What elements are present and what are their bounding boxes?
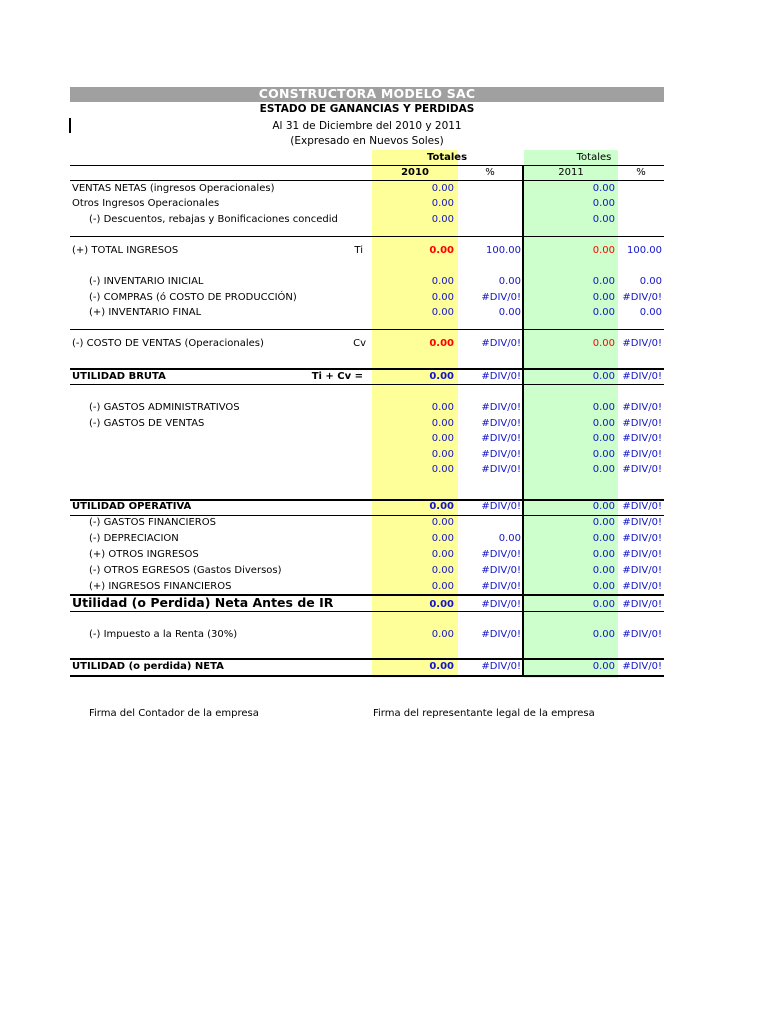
percent-2010: 0.00 xyxy=(498,533,521,544)
row-label: Utilidad (o Perdida) Neta Antes de IR xyxy=(72,595,334,610)
value-2011: 0.00 xyxy=(592,661,615,672)
value-2010: 0.00 xyxy=(431,198,454,209)
value-2010: 0.00 xyxy=(431,418,454,429)
row-marker: Ti xyxy=(354,245,363,256)
value-2011: 0.00 xyxy=(592,245,615,256)
percent-2010: #DIV/0! xyxy=(481,501,521,512)
rule-before-costo-ventas xyxy=(70,329,664,330)
row-label: VENTAS NETAS (ingresos Operacionales) xyxy=(72,183,275,194)
value-2010: 0.00 xyxy=(429,599,454,610)
table-row xyxy=(0,628,768,642)
percent-2010: #DIV/0! xyxy=(481,629,521,640)
table-row xyxy=(0,580,768,594)
percent-2011: #DIV/0! xyxy=(622,533,662,544)
value-2010: 0.00 xyxy=(429,371,454,382)
header-totales-2011: Totales xyxy=(576,152,612,163)
percent-2011: #DIV/0! xyxy=(622,418,662,429)
header-rule xyxy=(70,165,664,166)
row-label: (-) OTROS EGRESOS (Gastos Diversos) xyxy=(89,565,282,576)
percent-2010: #DIV/0! xyxy=(481,661,521,672)
percent-2011: #DIV/0! xyxy=(622,371,662,382)
row-label: UTILIDAD (o perdida) NETA xyxy=(72,661,224,672)
percent-2010: #DIV/0! xyxy=(481,565,521,576)
percent-2010: #DIV/0! xyxy=(481,549,521,560)
value-2010: 0.00 xyxy=(431,183,454,194)
row-label: (+) TOTAL INGRESOS xyxy=(72,245,179,256)
value-2010: 0.00 xyxy=(431,292,454,303)
percent-2011: 0.00 xyxy=(639,276,662,287)
table-row xyxy=(0,500,768,514)
report-period: Al 31 de Diciembre del 2010 y 2011 xyxy=(272,120,462,132)
row-label: (-) DEPRECIACION xyxy=(89,533,179,544)
table-row xyxy=(0,306,768,320)
value-2010: 0.00 xyxy=(431,565,454,576)
percent-2011: #DIV/0! xyxy=(622,629,662,640)
row-label: UTILIDAD OPERATIVA xyxy=(72,501,192,512)
value-2011: 0.00 xyxy=(592,338,615,349)
percent-2010: #DIV/0! xyxy=(481,292,521,303)
header-pct-2011: % xyxy=(636,167,646,178)
value-2010: 0.00 xyxy=(431,276,454,287)
value-2011: 0.00 xyxy=(592,307,615,318)
value-2010: 0.00 xyxy=(429,661,454,672)
percent-2011: #DIV/0! xyxy=(622,433,662,444)
row-label: (-) GASTOS DE VENTAS xyxy=(89,418,205,429)
percent-2010: 0.00 xyxy=(498,307,521,318)
percent-2011: #DIV/0! xyxy=(622,449,662,460)
percent-2010: 0.00 xyxy=(498,276,521,287)
rule-after-utilidad-antes-ir xyxy=(70,611,664,612)
row-label: UTILIDAD BRUTA xyxy=(72,371,166,382)
percent-2011: #DIV/0! xyxy=(622,402,662,413)
percent-2011: 100.00 xyxy=(627,245,662,256)
value-2011: 0.00 xyxy=(592,198,615,209)
table-row xyxy=(0,244,768,258)
percent-2011: #DIV/0! xyxy=(622,338,662,349)
percent-2011: #DIV/0! xyxy=(622,565,662,576)
percent-2010: #DIV/0! xyxy=(481,338,521,349)
percent-2011: 0.00 xyxy=(639,307,662,318)
rule-after-utilidad-neta xyxy=(70,675,664,677)
value-2010: 0.00 xyxy=(431,464,454,475)
value-2010: 0.00 xyxy=(431,629,454,640)
company-name: CONSTRUCTORA MODELO SAC xyxy=(258,86,476,101)
percent-2010: #DIV/0! xyxy=(481,418,521,429)
rule-before-total-ingresos xyxy=(70,236,664,237)
signature-representative: Firma del representante legal de la empresa xyxy=(373,708,595,719)
row-label: (+) INVENTARIO FINAL xyxy=(89,307,202,318)
row-label: (-) COMPRAS (ó COSTO DE PRODUCCIÓN) xyxy=(89,292,297,303)
percent-2011: #DIV/0! xyxy=(622,501,662,512)
row-label: Otros Ingresos Operacionales xyxy=(72,198,220,209)
table-row xyxy=(0,197,768,211)
row-marker: Ti + Cv = xyxy=(311,371,363,382)
value-2010: 0.00 xyxy=(431,517,454,528)
table-row xyxy=(0,275,768,289)
value-2011: 0.00 xyxy=(592,501,615,512)
percent-2011: #DIV/0! xyxy=(622,661,662,672)
value-2010: 0.00 xyxy=(431,402,454,413)
header-year-2011: 2011 xyxy=(558,167,584,178)
value-2010: 0.00 xyxy=(431,214,454,225)
value-2010: 0.00 xyxy=(431,533,454,544)
value-2011: 0.00 xyxy=(592,292,615,303)
percent-2010: #DIV/0! xyxy=(481,581,521,592)
value-2011: 0.00 xyxy=(592,276,615,287)
row-label: (-) GASTOS ADMINISTRATIVOS xyxy=(89,402,240,413)
value-2011: 0.00 xyxy=(592,517,615,528)
value-2011: 0.00 xyxy=(592,433,615,444)
table-row xyxy=(0,660,768,674)
report-title: ESTADO DE GANANCIAS Y PERDIDAS xyxy=(259,103,475,115)
table-row xyxy=(0,337,768,351)
table-row xyxy=(0,448,768,462)
percent-2010: #DIV/0! xyxy=(481,402,521,413)
header-year-2010: 2010 xyxy=(401,167,429,178)
table-row xyxy=(0,213,768,227)
value-2010: 0.00 xyxy=(431,307,454,318)
value-2010: 0.00 xyxy=(431,581,454,592)
value-2011: 0.00 xyxy=(592,418,615,429)
percent-2011: #DIV/0! xyxy=(622,549,662,560)
rule-after-utilidad-bruta xyxy=(70,384,664,385)
percent-2011: #DIV/0! xyxy=(622,599,662,610)
percent-2011: #DIV/0! xyxy=(622,581,662,592)
table-row xyxy=(0,463,768,477)
table-row xyxy=(0,548,768,562)
percent-2010: #DIV/0! xyxy=(481,599,521,610)
table-row xyxy=(0,370,768,384)
report-currency: (Expresado en Nuevos Soles) xyxy=(290,135,444,147)
percent-2011: #DIV/0! xyxy=(622,464,662,475)
table-row xyxy=(0,291,768,305)
header-pct-2010: % xyxy=(485,167,495,178)
value-2011: 0.00 xyxy=(592,371,615,382)
value-2011: 0.00 xyxy=(592,629,615,640)
table-row xyxy=(0,564,768,578)
value-2011: 0.00 xyxy=(592,581,615,592)
header-totales-2010: Totales xyxy=(426,152,468,163)
percent-2010: #DIV/0! xyxy=(481,433,521,444)
percent-2011: #DIV/0! xyxy=(622,517,662,528)
value-2011: 0.00 xyxy=(592,599,615,610)
percent-2010: #DIV/0! xyxy=(481,371,521,382)
row-label: (-) COSTO DE VENTAS (Operacionales) xyxy=(72,338,264,349)
row-label: (+) INGRESOS FINANCIEROS xyxy=(89,581,232,592)
value-2011: 0.00 xyxy=(592,549,615,560)
value-2011: 0.00 xyxy=(592,449,615,460)
signature-accountant: Firma del Contador de la empresa xyxy=(89,708,259,719)
percent-2010: 100.00 xyxy=(486,245,521,256)
table-row xyxy=(0,182,768,196)
value-2010: 0.00 xyxy=(431,449,454,460)
row-label: (-) INVENTARIO INICIAL xyxy=(89,276,204,287)
row-label: (-) Impuesto a la Renta (30%) xyxy=(89,629,238,640)
table-row xyxy=(0,596,768,610)
value-2011: 0.00 xyxy=(592,464,615,475)
table-row xyxy=(0,417,768,431)
value-2011: 0.00 xyxy=(592,533,615,544)
table-row xyxy=(0,401,768,415)
value-2010: 0.00 xyxy=(431,433,454,444)
row-label: (-) Descuentos, rebajas y Bonificaciones concedid xyxy=(89,214,338,225)
row-label: (+) OTROS INGRESOS xyxy=(89,549,199,560)
percent-2011: #DIV/0! xyxy=(622,292,662,303)
value-2010: 0.00 xyxy=(429,338,454,349)
value-2010: 0.00 xyxy=(431,549,454,560)
table-row xyxy=(0,432,768,446)
table-row xyxy=(0,532,768,546)
percent-2010: #DIV/0! xyxy=(481,449,521,460)
value-2010: 0.00 xyxy=(429,501,454,512)
percent-2010: #DIV/0! xyxy=(481,464,521,475)
value-2011: 0.00 xyxy=(592,183,615,194)
table-row xyxy=(0,516,768,530)
header-bottom-rule xyxy=(70,180,664,181)
row-marker: Cv xyxy=(353,338,366,349)
row-label: (-) GASTOS FINANCIEROS xyxy=(89,517,216,528)
value-2011: 0.00 xyxy=(592,402,615,413)
value-2011: 0.00 xyxy=(592,565,615,576)
value-2010: 0.00 xyxy=(429,245,454,256)
value-2011: 0.00 xyxy=(592,214,615,225)
